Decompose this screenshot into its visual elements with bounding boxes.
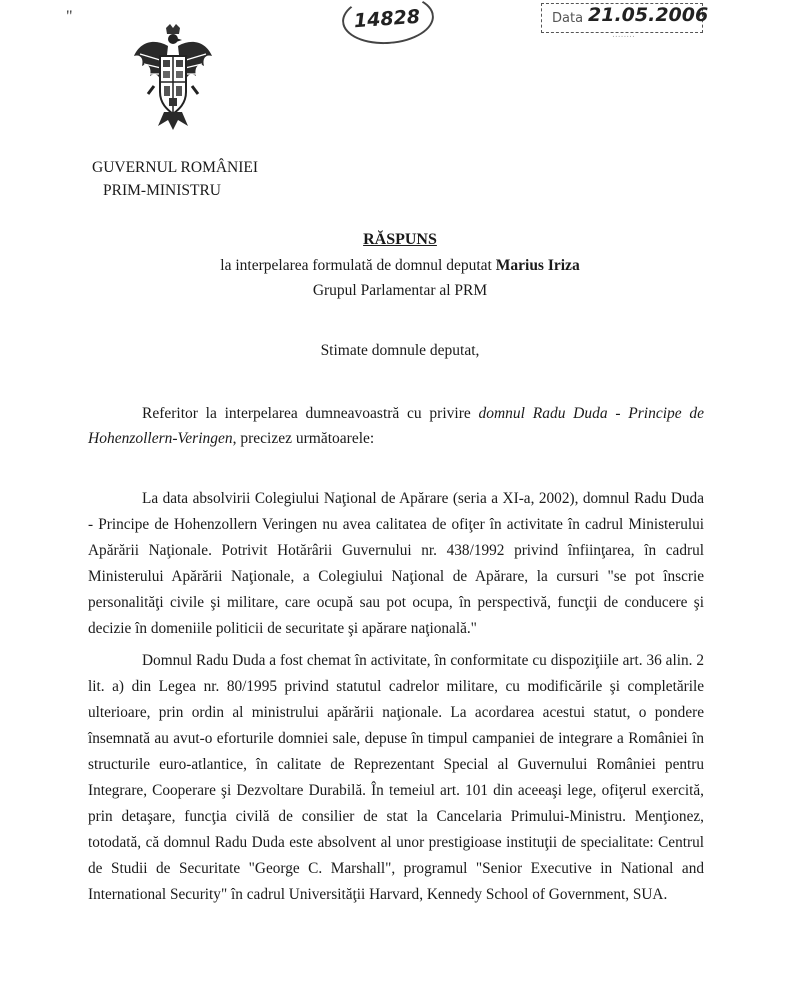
- registration-number-text: 14828: [353, 5, 421, 33]
- date-stamp-ghost-text: ........: [612, 30, 635, 40]
- reference-prefix: Referitor la interpelarea dumneavoastră cu privire: [142, 405, 479, 422]
- response-body: [88, 486, 704, 914]
- document-title: RĂSPUNS: [363, 231, 437, 248]
- parliamentary-group: Grupul Parlamentar al PRM: [312, 282, 488, 299]
- interpellation-line: [0, 257, 800, 275]
- date-stamp-value: 21.05.2006: [588, 4, 709, 26]
- salutation: Stimate domnule deputat,: [320, 342, 480, 359]
- reference-paragraph: [88, 401, 704, 451]
- date-stamp: [541, 3, 709, 40]
- body-paragraph-1: La data absolvirii Colegiului Naţional de Apărare (seria a XI-a, 2002), domnul Radu Duda - Principe de Hohenzollern Veringen nu avea calitatea de ofiţer în activitate în cadrul Ministerului Apărării Naţionale. Potrivit Hotărârii Guvernului nr. 438/1992 privind înfiinţarea, în cadrul Ministerului Apărării Naţionale, a Colegiului Naţional de Apărare, la cursuri "se pot înscrie personalităţi civile şi militare, care ocupă sau pot ocupa, în perspectivă, funcţii de conducere şi decizie în domeniile politicii de securitate şi apărare naţională.": [88, 490, 704, 637]
- body-paragraph-2: Domnul Radu Duda a fost chemat în activitate, în conformitate cu dispoziţiile art. 36 alin. 2 lit. a) din Legea nr. 80/1995 privind statutul cadrelor militare, cu modificările şi completările ulterioare, prin ordin al ministrului apărării naţionale. La acordarea acestui statut, o pondere însemnată au avut-o eforturile domniei sale, depuse în timpul campaniei de integrare a României în structurile euro-atlantice, în calitate de Reprezentant Special al Guvernului României pentru Integrare, Cooperare şi Dezvoltare Durabilă. În temeiul art. 101 din aceeaşi lege, ofiţerul exercită, prin detaşare, funcţia civilă de consilier de stat la Cancelaria Primului-Ministru. Menţionez, totodată, că domnul Radu Duda este absolvent al unor prestigioase instituţii de specialitate: Centrul de Studii de Securitate "George C. Marshall", programul "Senior Executive in National and International Security" în cadrul Universităţii Harvard, Kennedy School of Government, SUA.: [88, 652, 704, 903]
- issuer-block: [92, 156, 258, 202]
- government-name: GUVERNUL ROMÂNIEI: [92, 159, 259, 176]
- interpellation-prefix: la interpelarea formulată de domnul deputat: [220, 257, 496, 274]
- handwritten-registration-number: [345, 0, 429, 39]
- date-stamp-label: Data: [552, 11, 584, 26]
- deputy-name: Marius Iriza: [495, 257, 580, 274]
- handwritten-loop: [340, 0, 435, 47]
- reference-subject: domnul Radu Duda - Principe de Hohenzollern-Veringen: [88, 405, 705, 447]
- prime-minister-label: PRIM-MINISTRU: [103, 182, 221, 199]
- coat-of-arms-icon: [130, 24, 216, 134]
- corner-mark: ": [66, 8, 73, 25]
- reference-suffix: , precizez următoarele:: [232, 430, 375, 447]
